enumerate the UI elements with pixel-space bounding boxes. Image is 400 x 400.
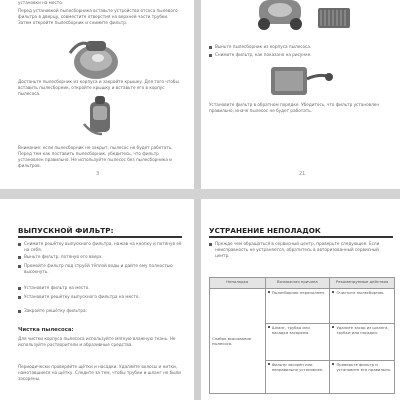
bullet-icon <box>268 326 270 328</box>
page-paragraph: Для чистки корпуса пылесоса используйте мягкую влажную ткань. Не используйте растворители и абразивные средства. <box>18 336 176 347</box>
title-rule <box>209 236 393 238</box>
manual-page-top-left <box>0 0 194 189</box>
manual-page-bottom-left <box>0 199 194 400</box>
list-item-text: Установите фильтр на место. <box>24 285 90 290</box>
cause-cell <box>265 324 330 361</box>
page-number: 21 <box>299 171 306 177</box>
cause-text: Фильтр засорён или неправильно установлен. <box>271 362 324 372</box>
title-rule <box>18 236 182 238</box>
cause-cell <box>265 289 330 324</box>
action-text: Проверьте фильтр и установите его правильно. <box>336 362 392 372</box>
cause-text: Пылесборник переполнен. <box>271 290 326 295</box>
list-item-text: Выньте фильтр, потянув его вверх. <box>24 254 103 259</box>
subsection-title: Чистка пылесоса: <box>18 327 74 333</box>
bullet-icon <box>18 287 21 290</box>
bullet-icon <box>18 296 21 299</box>
bullet-icon <box>332 326 334 328</box>
table-row <box>210 289 395 324</box>
list-item-text: Установите решётку выпускного фильтра на место. <box>24 294 140 299</box>
bullet-icon <box>209 46 212 49</box>
section-title: УСТРАНЕНИЕ НЕПОЛАДОК <box>209 226 321 235</box>
column-header: Возможная причина <box>265 278 330 289</box>
action-cell <box>330 324 395 361</box>
list-item <box>18 254 182 260</box>
bullet-icon <box>332 291 334 293</box>
bullet-icon <box>18 256 21 259</box>
bullet-icon <box>18 243 21 246</box>
dustbin-removal-photo <box>80 94 120 138</box>
section-title: ВЫПУСКНОЙ ФИЛЬТР: <box>18 226 114 235</box>
page-gap <box>0 189 400 199</box>
problem-cell: Слабое всасывание пылесоса. <box>210 289 266 394</box>
filter-photo <box>316 4 352 30</box>
page-paragraph: Внимание: если пылесборник не закрыт, пылесос не будет работать. Перед тем как поставить пылесборник, убедитесь, что фильтр установлен правильно. Не используйте пылесос без пылесборника и фильтров. <box>18 145 173 168</box>
vacuum-body-photo <box>253 0 307 32</box>
page-text-top: установки на место. <box>18 0 64 5</box>
page-spine <box>194 0 201 400</box>
cause-cell <box>265 361 330 394</box>
action-cell <box>330 361 395 394</box>
column-header: Неполадка <box>210 278 266 289</box>
filter-removal-photo <box>263 63 339 99</box>
bullet-icon <box>209 54 212 57</box>
bullet-icon <box>332 363 334 365</box>
page-paragraph: Достаньте пылесборник из корпуса и закройте крышку. Для того чтобы вставить пылесборник, откройте крышку и вставьте его в корпус пылесоса. <box>18 79 179 96</box>
intro-paragraph <box>209 241 391 259</box>
bullet-icon <box>18 265 21 268</box>
column-header: Рекомендуемые действия <box>330 278 395 289</box>
page-paragraph: Перед установкой пылесборника вставьте устройство отсоса пылевого фильтра в дверцу, совместите отверстия на верхней части трубки. Затем откройте пылесборник и снимите фильтр. <box>18 8 178 25</box>
list-item <box>18 294 182 300</box>
list-item <box>209 44 389 50</box>
list-item-text: Закройте решётку фильтра. <box>24 308 87 313</box>
list-item <box>209 52 389 58</box>
intro-text: Прежде чем обращаться в сервисный центр, проверьте следующее. Если неисправность не устраняется, обратитесь в авторизованный сервисный центр. <box>215 241 380 258</box>
manual-page-top-right <box>201 0 400 189</box>
troubleshooting-table <box>209 277 395 394</box>
list-item-text: Снимите решётку выпускного фильтра, нажав на кнопку и потянув её на себя. <box>24 241 182 252</box>
bullet-icon <box>268 291 270 293</box>
bullet-icon <box>268 363 270 365</box>
cause-text: Шланг, трубка или насадка засорены. <box>271 325 310 335</box>
vacuum-dustbin-photo <box>60 33 132 83</box>
list-item <box>18 308 182 314</box>
bullet-icon <box>209 243 212 246</box>
list-item <box>18 263 182 275</box>
page-paragraph: Установите фильтр в обратном порядке. Убедитесь, что фильтр установлен правильно, иначе пылесос не будет работать. <box>209 102 380 113</box>
list-item <box>18 285 182 291</box>
action-text: Очистите пылесборник. <box>336 290 385 295</box>
page-number: 3 <box>96 171 100 177</box>
list-item-text: Выньте пылесборник из корпуса пылесоса. <box>215 44 312 49</box>
action-cell <box>330 289 395 324</box>
manual-page-bottom-right <box>201 199 400 400</box>
page-paragraph: Периодически проверяйте щётки и насадки. Удаляйте волосы и нитки, намотавшиеся на щётку. Следите за тем, чтобы трубки и шланг не были засорены. <box>18 364 181 381</box>
action-text: Удалите засор из шланга, трубки или насадки. <box>336 325 389 335</box>
list-item-text: Промойте фильтр под струёй тёплой воды и дайте ему полностью высохнуть. <box>24 263 173 274</box>
list-item <box>18 241 182 253</box>
bullet-icon <box>18 310 21 313</box>
table-header-row <box>210 278 395 289</box>
list-item-text: Снимите фильтр, как показано на рисунке. <box>215 52 312 57</box>
